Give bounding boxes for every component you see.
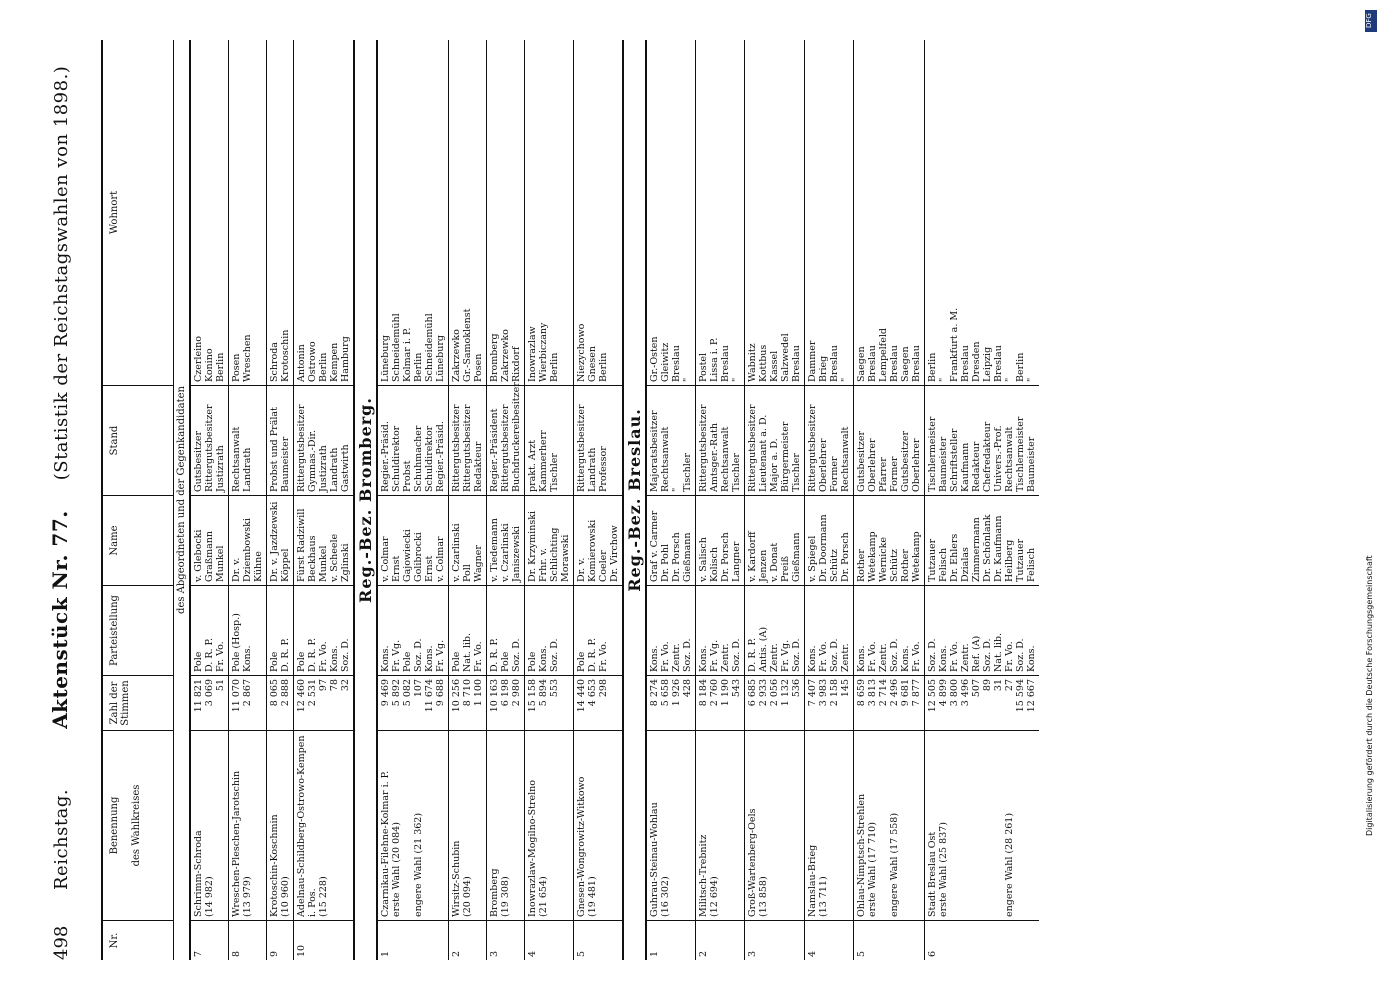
- cell-stimmen: 11 821 3 069 51: [191, 675, 228, 730]
- table-section-posen: [190, 40, 353, 960]
- cell-benennung: Gnesen-Wongrowitz-Witkowo (19 481): [574, 730, 622, 920]
- cell-wohnort: Zakrzewko Gr.-Samoklenst Posen: [451, 308, 484, 382]
- cell-partei: Pole Nat. lib. Fr. Vo.: [449, 585, 486, 675]
- cell-benennung: Schrimm-Schroda (14 982): [191, 730, 228, 920]
- cell-stimmen: 9 469 5 892 5 082 107 11 674 9 688: [378, 675, 448, 730]
- cell-wohnort: Bromberg Zakrzewko Rixdorf: [489, 329, 522, 382]
- cell-partei: Kons. Fr. Vg. Pole Soz. D. Kons. Fr. Vg.: [378, 585, 448, 675]
- bezirk-bromberg-heading: Reg.-Bez. Bromberg.: [353, 40, 377, 960]
- cell-benennung: Ohlau-Nimptsch-Strehlen erste Wahl (17 710) engere Wahl (17 558): [854, 730, 924, 920]
- cell-benennung: Stadt Breslau Ost erste Wahl (25 837) engere Wahl (28 261): [925, 730, 1039, 920]
- cell-benennung: Wirsitz-Schubin (20 094): [449, 730, 486, 920]
- cell-stand: Majoratsbesitzer Rechtsanwalt " Tischler: [647, 385, 695, 495]
- cell-stand: Rechtsanwalt Landrath: [229, 385, 266, 495]
- cell-name: v. Glebocki Graßmann Munkel: [191, 495, 228, 585]
- cell-partei: Pole D. R. P. Fr. Vo.: [191, 585, 228, 675]
- cell-name: Dr. v. Komierowski Coeler Dr. Virchow: [574, 495, 622, 585]
- page-number: 498: [51, 925, 72, 960]
- cell-stand: Gutsbesitzer Oberlehrer Pfarrer Former Gutsbesitzer Oberlehrer: [854, 385, 924, 495]
- cell-nr: 9: [267, 920, 293, 960]
- cell-wohnort: Berlin " Frankfurt a. M. Breslau Dresden Leipzig Breslau " Berlin ": [927, 307, 1037, 382]
- cell-nr: 2: [449, 920, 486, 960]
- cell-name: v. Czarlinski Poll Wagner: [449, 495, 486, 585]
- cell-nr: 4: [525, 920, 573, 960]
- header-left: Reichstag.: [51, 788, 72, 890]
- cell-benennung: Czarnikau-Filehne-Kolmar i. P. erste Wahl (20 084) engere Wahl (21 362): [378, 730, 448, 920]
- cell-stimmen: 10 163 6 198 2 980: [487, 675, 524, 730]
- column-headers: [103, 40, 174, 960]
- col-benennung-text: Benennung: [109, 796, 120, 855]
- cell-wohnort: Antonin Ostrowo Berlin Kempen Hamburg: [296, 336, 351, 382]
- cell-name: v. Salisch Kolisch Dr. Porsch Langner: [696, 495, 744, 585]
- cell-nr: 10: [294, 920, 353, 960]
- cell-nr: 4: [805, 920, 853, 960]
- col-wohnort: Wohnort: [109, 190, 120, 235]
- cell-partei: Kons. Fr. Vo. Zentr. Soz. D.: [647, 585, 695, 675]
- cell-benennung: Adelnau-Schildberg-Ostrowo-Kempen i. Pos. (15 228): [294, 730, 353, 920]
- cell-benennung: Guhrau-Steinau-Wohlau (16 302): [647, 730, 695, 920]
- cell-benennung: Bromberg (19 308): [487, 730, 524, 920]
- footer-text: Digitalisierung gefördert durch die Deutsche Forschungsgemeinschaft: [1365, 555, 1374, 836]
- cell-benennung: Groß-Wartenberg-Oels (13 858): [745, 730, 804, 920]
- col-name: Name: [103, 495, 173, 585]
- cell-wohnort: Lüneburg Schneidemühl Kolmar i. P. Berlin Schneidemühl Lüneburg: [380, 313, 446, 382]
- cell-wohnort: Niezychowo Gnesen Berlin: [576, 323, 609, 382]
- cell-partei: D. R. P. Antis. (A) Zentr. Fr. Vg. Soz. D.: [745, 585, 804, 675]
- cell-wohnort: Gr.-Osten Gleiwitz Breslau ": [649, 336, 693, 382]
- cell-stand: Rittergutsbesitzer Gymnas.-Dir. Justizrath Landrath Gastwirth: [294, 385, 353, 495]
- cell-stand: Rittergutsbesitzer Lieutenant a. D. Major a. D. Bürgermeister Tischler: [745, 385, 804, 495]
- cell-benennung: Krotoschin-Koschmin (10 960): [267, 730, 293, 920]
- cell-partei: Kons. Fr. Vo. Zentr. Soz. D. Kons. Fr. Vo.: [854, 585, 924, 675]
- cell-stimmen: 12 505 4 899 3 800 3 496 507 89 31 27 15 594 12 667: [925, 675, 1039, 730]
- cell-stand: prakt. Arzt Kammerherr Tischler: [525, 385, 573, 495]
- document-page: [48, 40, 1345, 960]
- cell-partei: Pole D. R. P. Fr. Vo.: [574, 585, 622, 675]
- col-zahl: Zahl der Stimmen: [103, 675, 173, 730]
- cell-name: v. Kardorff Jenzen v. Donat Preiß Gießmann: [745, 495, 804, 585]
- cell-stimmen: 8 274 5 658 1 926 428: [647, 675, 695, 730]
- column-subline: des Abgeordneten und der Gegenkandidaten: [174, 40, 190, 960]
- header-right: (Statistik der Reichstagswahlen von 1898.): [51, 65, 72, 481]
- cell-wohnort: Postel Lissa i. P. Breslau ": [698, 337, 742, 382]
- cell-name: Dr. Krzyminski Frhr. v. Schlichting Morawski: [525, 495, 573, 585]
- cell-stimmen: 8 065 2 888: [267, 675, 293, 730]
- cell-wohnort: Posen Wreschen: [231, 334, 253, 382]
- cell-wohnort: Saegen Breslau Lempelfeld Breslau Saegen Breslau: [856, 328, 922, 382]
- cell-nr: 3: [487, 920, 524, 960]
- col-benennung: [103, 730, 173, 920]
- cell-benennung: Wreschen-Pleschen-Jarotschin (13 979): [229, 730, 266, 920]
- header-mid: [48, 510, 72, 729]
- cell-stimmen: 8 659 3 813 2 714 2 496 9 681 7 877: [854, 675, 924, 730]
- footer-strip: [1365, 10, 1377, 990]
- cell-partei: Pole D. R. P.: [267, 585, 293, 675]
- cell-stimmen: 10 256 8 710 1 100: [449, 675, 486, 730]
- bezirk-breslau-heading: Reg.-Bez. Breslau.: [622, 40, 646, 960]
- cell-partei: Pole Kons. Soz. D.: [525, 585, 573, 675]
- cell-wohnort: Inowrazlaw Wierbiczany Berlin: [527, 322, 560, 382]
- cell-stimmen: 8 184 2 760 1 190 543: [696, 675, 744, 730]
- cell-name: Tutzauer Felisch Dr. Ehlers Dzialas Zimmermann Dr. Schönlank Dr. Kaufmann Heilberg Tutzauer Felisch: [925, 495, 1039, 585]
- cell-partei: Pole D. R. P. Fr. Vo. Kons. Soz. D.: [294, 585, 353, 675]
- cell-name: Dr. v. Jazdzewski Köppel: [267, 495, 293, 585]
- dfg-logo: DFG: [1365, 10, 1377, 32]
- cell-name: Rother Wetekamp Wernicke Schütz Rother Wetekamp: [854, 495, 924, 585]
- col-stand: Stand: [103, 385, 173, 495]
- cell-stand: Rittergutsbesitzer Rittergutsbesitzer Redakteur: [449, 385, 486, 495]
- cell-partei: Soz. D. Kons. Fr. Vo. Zentr. Ref. (A) Soz. D. Nat. lib. Fr. Vo. Soz. D. Kons.: [925, 585, 1039, 675]
- cell-nr: 6: [925, 920, 1039, 960]
- cell-stimmen: 6 685 2 933 2 056 1 132 536: [745, 675, 804, 730]
- cell-stand: Rittergutsbesitzer Amtsger.-Rath Rechtsanwalt Tischler: [696, 385, 744, 495]
- col-nr: Nr.: [103, 920, 173, 960]
- col-partei: Parteistellung: [103, 585, 173, 675]
- cell-name: Graf v. Carmer Dr. Pohl Dr. Porsch Gießmann: [647, 495, 695, 585]
- page-header: [48, 40, 103, 960]
- cell-benennung: Inowrazlaw-Mogilno-Strelno (21 654): [525, 730, 573, 920]
- cell-stand: Regier.-Präsid. Schuldirektor Probst Schuhmacher Schuldirektor Regier.-Präsid.: [378, 385, 448, 495]
- cell-name: v. Spiegel Dr. Doormann Schütz Dr. Porsch: [805, 495, 853, 585]
- cell-partei: Kons. Fr. Vo. Soz. D. Zentr.: [805, 585, 853, 675]
- cell-nr: 1: [647, 920, 695, 960]
- cell-benennung: Militsch-Trebnitz (12 694): [696, 730, 744, 920]
- cell-stimmen: 12 460 2 531 97 78 32: [294, 675, 353, 730]
- cell-stimmen: 15 158 5 894 553: [525, 675, 573, 730]
- cell-benennung: Namslau-Brieg (13 711): [805, 730, 853, 920]
- cell-name: v. Tiedemann v. Czarlinski Janiszewski: [487, 495, 524, 585]
- cell-stimmen: 14 440 4 653 298: [574, 675, 622, 730]
- cell-wohnort: Dammer Brieg Breslau ": [807, 340, 851, 382]
- col-benennung-sub: des Wahlkreises: [131, 784, 142, 867]
- cell-stimmen: 11 070 2 867: [229, 675, 266, 730]
- cell-partei: Pole (Hosp.) Kons.: [229, 585, 266, 675]
- cell-stand: Rittergutsbesitzer Oberlehrer Former Rechtsanwalt: [805, 385, 853, 495]
- cell-partei: Kons. Fr. Vg. Zentr. Soz. D.: [696, 585, 744, 675]
- cell-nr: 3: [745, 920, 804, 960]
- cell-nr: 5: [854, 920, 924, 960]
- cell-stand: Tischlermeister Baumeister Schriftsteller Kaufmann Redakteur Chefredakteur Univers.-Prof. Rechtsanwalt Tischlermeister Baumeister: [925, 385, 1039, 495]
- cell-stand: Probst und Prälat Baumeister: [267, 385, 293, 495]
- header-mid-text: Aktenstück Nr. 77.: [48, 510, 72, 729]
- cell-wohnort: Wabnitz Kottbus Kassel Salzwedel Breslau: [747, 333, 802, 382]
- cell-stimmen: 7 407 3 983 2 158 145: [805, 675, 853, 730]
- cell-nr: 1: [378, 920, 448, 960]
- cell-wohnort: Schroda Krotoschin: [269, 329, 291, 382]
- cell-name: Fürst Radziwill Beckhaus Munkel v. Scheele Zglinski: [294, 495, 353, 585]
- table-section-bromberg: [377, 40, 622, 960]
- table-section-breslau: [646, 40, 1039, 960]
- cell-partei: D. R. P. Pole Soz. D.: [487, 585, 524, 675]
- cell-nr: 7: [191, 920, 228, 960]
- cell-nr: 2: [696, 920, 744, 960]
- cell-stand: Regier.-Präsident Rittergutsbesitzer Buchdruckereibesitzer: [487, 385, 524, 495]
- cell-stand: Rittergutsbesitzer Landrath Professor: [574, 385, 622, 495]
- cell-stand: Gutsbesitzer Rittergutsbesitzer Justizrath: [191, 385, 228, 495]
- cell-wohnort: Czerleino Konino Berlin: [193, 336, 226, 382]
- cell-name: Dr. v. Dziembowski Kühne: [229, 495, 266, 585]
- cell-name: v. Colmar Ernst Gajowiecki Golibrocki Ernst v. Colmar: [378, 495, 448, 585]
- cell-nr: 5: [574, 920, 622, 960]
- cell-nr: 8: [229, 920, 266, 960]
